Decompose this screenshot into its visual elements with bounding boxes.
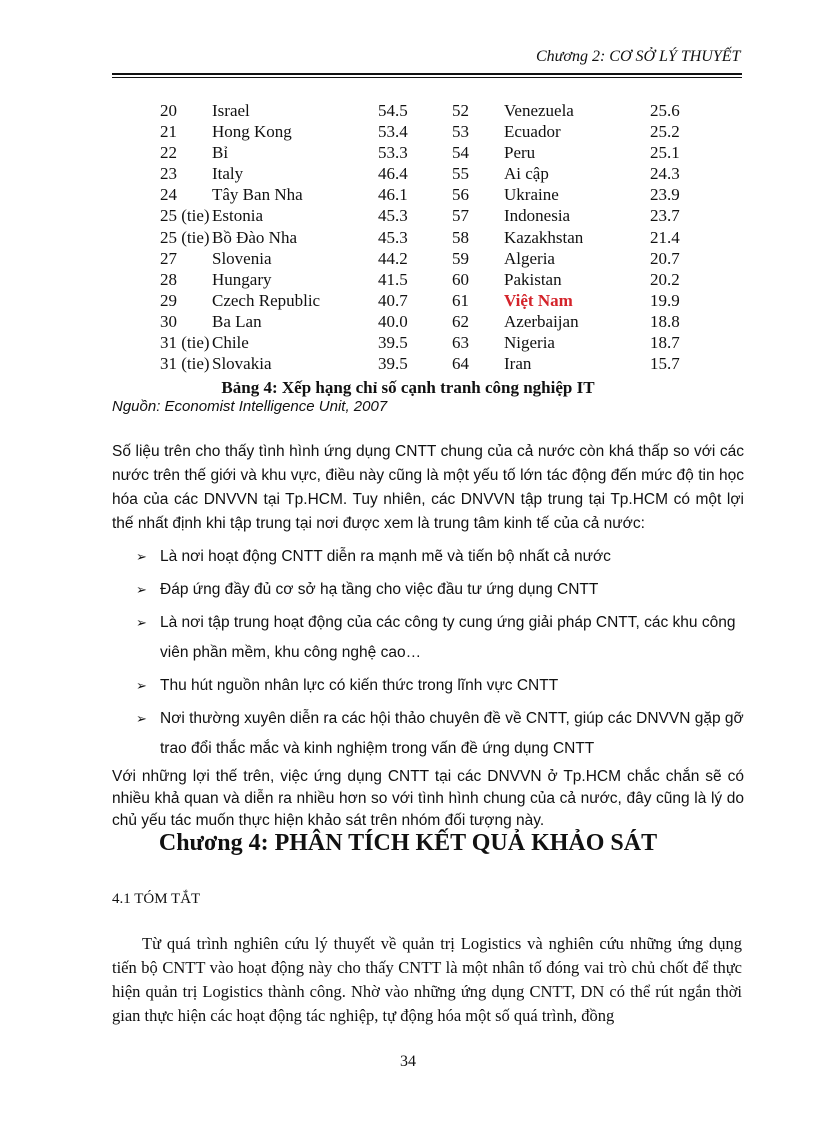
score-left-cell: 40.0 bbox=[378, 311, 408, 331]
country-left-cell: Chile bbox=[212, 333, 249, 353]
score-right-cell: 18.7 bbox=[650, 333, 680, 353]
list-item bbox=[136, 704, 744, 764]
rank-left-cell: 30 bbox=[160, 311, 177, 331]
country-left-cell: Hungary bbox=[212, 269, 272, 289]
rank-right-cell: 55 bbox=[452, 164, 469, 184]
table-row bbox=[160, 353, 690, 374]
list-item bbox=[136, 542, 744, 572]
score-left-cell: 46.1 bbox=[378, 185, 408, 205]
rank-right-cell: 56 bbox=[452, 185, 469, 205]
rank-left-cell: 22 bbox=[160, 143, 177, 163]
table-row bbox=[160, 311, 690, 332]
score-right-cell: 24.3 bbox=[650, 164, 680, 184]
score-right-cell: 15.7 bbox=[650, 354, 680, 374]
score-right-cell: 18.8 bbox=[650, 311, 680, 331]
country-left-cell: Italy bbox=[212, 164, 244, 184]
list-item bbox=[136, 671, 744, 701]
rank-right-cell: 61 bbox=[452, 290, 469, 310]
score-left-cell: 41.5 bbox=[378, 269, 408, 289]
country-left-cell: Bỉ bbox=[212, 143, 229, 163]
list-item-text: Là nơi tập trung hoạt động của các công ty cung ứng giải pháp CNTT, các khu công viên phần mềm, khu công nghệ cao… bbox=[160, 614, 736, 661]
table-row bbox=[160, 100, 690, 121]
list-item-text: Đáp ứng đầy đủ cơ sở hạ tầng cho việc đầu tư ứng dụng CNTT bbox=[160, 581, 599, 598]
country-left-cell: Slovenia bbox=[212, 248, 272, 268]
list-item bbox=[136, 608, 744, 668]
table-row bbox=[160, 184, 690, 205]
score-left-cell: 39.5 bbox=[378, 333, 408, 353]
score-right-cell: 23.9 bbox=[650, 185, 680, 205]
country-right-cell: Peru bbox=[504, 143, 536, 163]
list-item-text: Thu hút nguồn nhân lực có kiến thức trong lĩnh vực CNTT bbox=[160, 677, 559, 694]
section-title: 4.1 TÓM TẮT bbox=[112, 891, 201, 907]
country-right-cell: Nigeria bbox=[504, 333, 555, 353]
rank-left-cell: 25 (tie) bbox=[160, 206, 210, 226]
ranking-table bbox=[160, 100, 690, 374]
score-left-cell: 45.3 bbox=[378, 206, 408, 226]
rank-left-cell: 31 (tie) bbox=[160, 333, 210, 353]
country-right-cell: Việt Nam bbox=[504, 290, 573, 310]
country-right-cell: Ecuador bbox=[504, 122, 561, 142]
table-caption: Bảng 4: Xếp hạng chỉ số cạnh tranh công nghiệp IT bbox=[221, 378, 595, 397]
rank-right-cell: 58 bbox=[452, 227, 469, 247]
table-row bbox=[160, 248, 690, 269]
country-right-cell: Iran bbox=[504, 354, 532, 374]
score-right-cell: 25.6 bbox=[650, 101, 680, 120]
score-right-cell: 25.2 bbox=[650, 122, 680, 142]
country-right-cell: Pakistan bbox=[504, 269, 562, 289]
score-left-cell: 40.7 bbox=[378, 290, 408, 310]
score-right-cell: 21.4 bbox=[650, 227, 680, 247]
country-right-cell: Ukraine bbox=[504, 185, 559, 205]
country-right-cell: Algeria bbox=[504, 248, 555, 268]
country-right-cell: Ai cập bbox=[504, 164, 549, 184]
country-left-cell: Slovakia bbox=[212, 354, 272, 374]
header-rule-thick bbox=[112, 73, 742, 75]
rank-left-cell: 29 bbox=[160, 290, 177, 310]
country-left-cell: Estonia bbox=[212, 206, 263, 226]
table-row bbox=[160, 163, 690, 184]
chapter-title: Chương 4: PHÂN TÍCH KẾT QUẢ KHẢO SÁT bbox=[158, 830, 658, 856]
score-left-cell: 44.2 bbox=[378, 248, 408, 268]
list-item-text: Nơi thường xuyên diễn ra các hội thảo chuyên đề về CNTT, giúp các DNVVN gặp gỡ trao đổi thắc mắc và kinh nghiệm trong vấn đề ứng dụng CNTT bbox=[160, 710, 744, 757]
rank-right-cell: 52 bbox=[452, 101, 469, 120]
score-right-cell: 20.7 bbox=[650, 248, 680, 268]
advantages-list bbox=[136, 542, 744, 767]
score-left-cell: 45.3 bbox=[378, 227, 408, 247]
country-left-cell: Ba Lan bbox=[212, 311, 262, 331]
rank-right-cell: 57 bbox=[452, 206, 469, 226]
rank-left-cell: 24 bbox=[160, 185, 177, 205]
rank-left-cell: 20 bbox=[160, 101, 177, 120]
country-left-cell: Tây Ban Nha bbox=[212, 185, 303, 205]
table-source: Nguồn: Economist Intelligence Unit, 2007 bbox=[112, 398, 388, 415]
rank-left-cell: 28 bbox=[160, 269, 177, 289]
score-right-cell: 23.7 bbox=[650, 206, 680, 226]
rank-right-cell: 60 bbox=[452, 269, 469, 289]
score-right-cell: 19.9 bbox=[650, 290, 680, 310]
table-row bbox=[160, 332, 690, 353]
paragraph-intro: Số liệu trên cho thấy tình hình ứng dụng CNTT chung của cả nước còn khá thấp so với các nước trên thế giới và khu vực, điều này cũng là một yếu tố lớn tác động đến mức độ tin học hóa của các DNVVN tại Tp.HCM. Tuy nhiên, các DNVVN tập trung tại Tp.HCM có một lợi thế nhất định khi tập trung tại nơi được xem là trung tâm kinh tế của cả nước: bbox=[112, 443, 744, 532]
arrow-bullet-icon: ➢ bbox=[136, 582, 147, 597]
score-left-cell: 54.5 bbox=[378, 101, 408, 120]
score-left-cell: 46.4 bbox=[378, 164, 408, 184]
table-row bbox=[160, 269, 690, 290]
score-left-cell: 53.4 bbox=[378, 122, 408, 142]
table-row bbox=[160, 142, 690, 163]
rank-right-cell: 63 bbox=[452, 333, 469, 353]
rank-right-cell: 64 bbox=[452, 354, 469, 374]
ranking-table-body bbox=[160, 100, 690, 374]
rank-right-cell: 62 bbox=[452, 311, 469, 331]
table-row bbox=[160, 227, 690, 248]
arrow-bullet-icon: ➢ bbox=[136, 711, 147, 726]
table-row bbox=[160, 290, 690, 311]
score-left-cell: 39.5 bbox=[378, 354, 408, 374]
table-row bbox=[160, 121, 690, 142]
rank-left-cell: 21 bbox=[160, 122, 177, 142]
country-right-cell: Indonesia bbox=[504, 206, 571, 226]
rank-right-cell: 53 bbox=[452, 122, 469, 142]
country-left-cell: Hong Kong bbox=[212, 122, 292, 142]
rank-left-cell: 23 bbox=[160, 164, 177, 184]
score-right-cell: 25.1 bbox=[650, 143, 680, 163]
score-left-cell: 53.3 bbox=[378, 143, 408, 163]
score-right-cell: 20.2 bbox=[650, 269, 680, 289]
paragraph-conclusion: Với những lợi thế trên, việc ứng dụng CNTT tại các DNVVN ở Tp.HCM chắc chắn sẽ có nhiều khả quan và diễn ra nhiều hơn so với tình hình chung của cả nước, đây cũng là lý do chủ yếu tác muốn thực hiện khảo sát trên nhóm đối tượng này. bbox=[112, 768, 744, 829]
arrow-bullet-icon: ➢ bbox=[136, 678, 147, 693]
rank-left-cell: 25 (tie) bbox=[160, 227, 210, 247]
header-rule-thin bbox=[112, 77, 742, 78]
country-right-cell: Kazakhstan bbox=[504, 227, 584, 247]
country-left-cell: Czech Republic bbox=[212, 290, 321, 310]
country-left-cell: Israel bbox=[212, 101, 250, 120]
country-right-cell: Venezuela bbox=[504, 101, 574, 120]
rank-right-cell: 59 bbox=[452, 248, 469, 268]
list-item bbox=[136, 575, 744, 605]
page-number: 34 bbox=[400, 1053, 416, 1070]
country-right-cell: Azerbaijan bbox=[504, 311, 579, 331]
rank-right-cell: 54 bbox=[452, 143, 469, 163]
list-item-text: Là nơi hoạt động CNTT diễn ra mạnh mẽ và tiến bộ nhất cả nước bbox=[160, 548, 611, 565]
arrow-bullet-icon: ➢ bbox=[136, 615, 147, 630]
paragraph-summary: Từ quá trình nghiên cứu lý thuyết về quản trị Logistics và nghiên cứu những ứng dụng tiến bộ CNTT vào hoạt động này cho thấy CNTT là một nhân tố đóng vai trò chủ chốt để thực hiện quản trị Logistics thành công. Nhờ vào những ứng dụng CNTT, DN có thể rút ngắn thời gian thực hiện các hoạt động tác nghiệp, tự động hóa một số quá trình, đồng bbox=[112, 934, 742, 1025]
rank-left-cell: 31 (tie) bbox=[160, 354, 210, 374]
running-header: Chương 2: CƠ SỞ LÝ THUYẾT bbox=[536, 48, 741, 65]
table-row bbox=[160, 205, 690, 226]
country-left-cell: Bồ Đào Nha bbox=[212, 227, 297, 247]
arrow-bullet-icon: ➢ bbox=[136, 549, 147, 564]
rank-left-cell: 27 bbox=[160, 248, 177, 268]
